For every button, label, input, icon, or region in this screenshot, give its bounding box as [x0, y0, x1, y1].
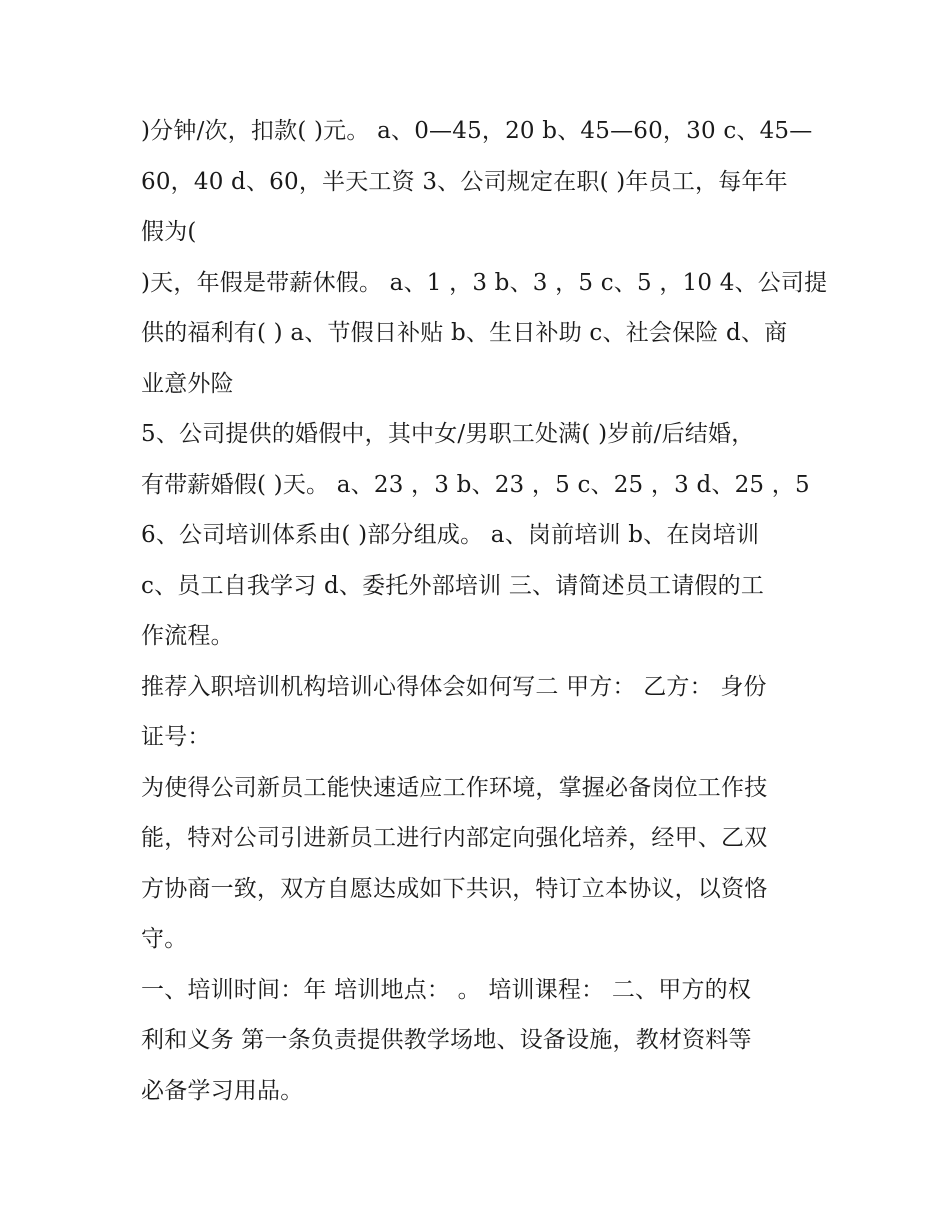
text-line: 业意外险 [141, 370, 234, 397]
text-line: )分钟/次，扣款( )元。 a、0—45，20 b、45—60，30 c、45— [141, 118, 813, 144]
text-line: 供的福利有( ) a、节假日补贴 b、生日补助 c、社会保险 d、商 [141, 320, 788, 346]
text-line: 为使得公司新员工能快速适应工作环境，掌握必备岗位工作技 [141, 774, 768, 801]
text-line: 60，40 d、60，半天工资 3、公司规定在职( )年员工，每年年 [141, 168, 788, 195]
text-line: 有带薪婚假( )天。 a、23 ，3 b、23 ，5 c、25 ，3 d、25 ，5 [141, 471, 810, 498]
text-line: 证号： [141, 724, 211, 750]
text-line: 能，特对公司引进新员工进行内部定向强化培养，经甲、乙双 [141, 825, 768, 851]
text-line: 6、公司培训体系由( )部分组成。 a、岗前培训 b、在岗培训 [141, 522, 760, 548]
text-line: 假为( [141, 219, 197, 245]
text-line: 作流程。 [141, 623, 234, 649]
text-line: 推荐入职培训机构培训心得体会如何写二 甲方： 乙方： 身份 [141, 673, 767, 700]
document-body [141, 106, 828, 1116]
text-line: 必备学习用品。 [141, 1077, 304, 1104]
text-line: 一、培训时间：年 培训地点： 。 培训课程： 二、甲方的权 [141, 976, 752, 1003]
text-line: 利和义务 第一条负责提供教学场地、设备设施，教材资料等 [141, 1027, 752, 1053]
text-line: c、员工自我学习 d、委托外部培训 三、请简述员工请假的工 [141, 572, 765, 599]
text-line: 5、公司提供的婚假中，其中女/男职工处满( )岁前/后结婚， [141, 421, 755, 447]
text-line: 方协商一致，双方自愿达成如下共识，特订立本协议，以资恪 [141, 875, 768, 902]
text-line: 守。 [141, 926, 188, 952]
text-line: )天，年假是带薪休假。 a、1 ，3 b、3 ，5 c、5 ，10 4、公司提 [141, 269, 828, 296]
